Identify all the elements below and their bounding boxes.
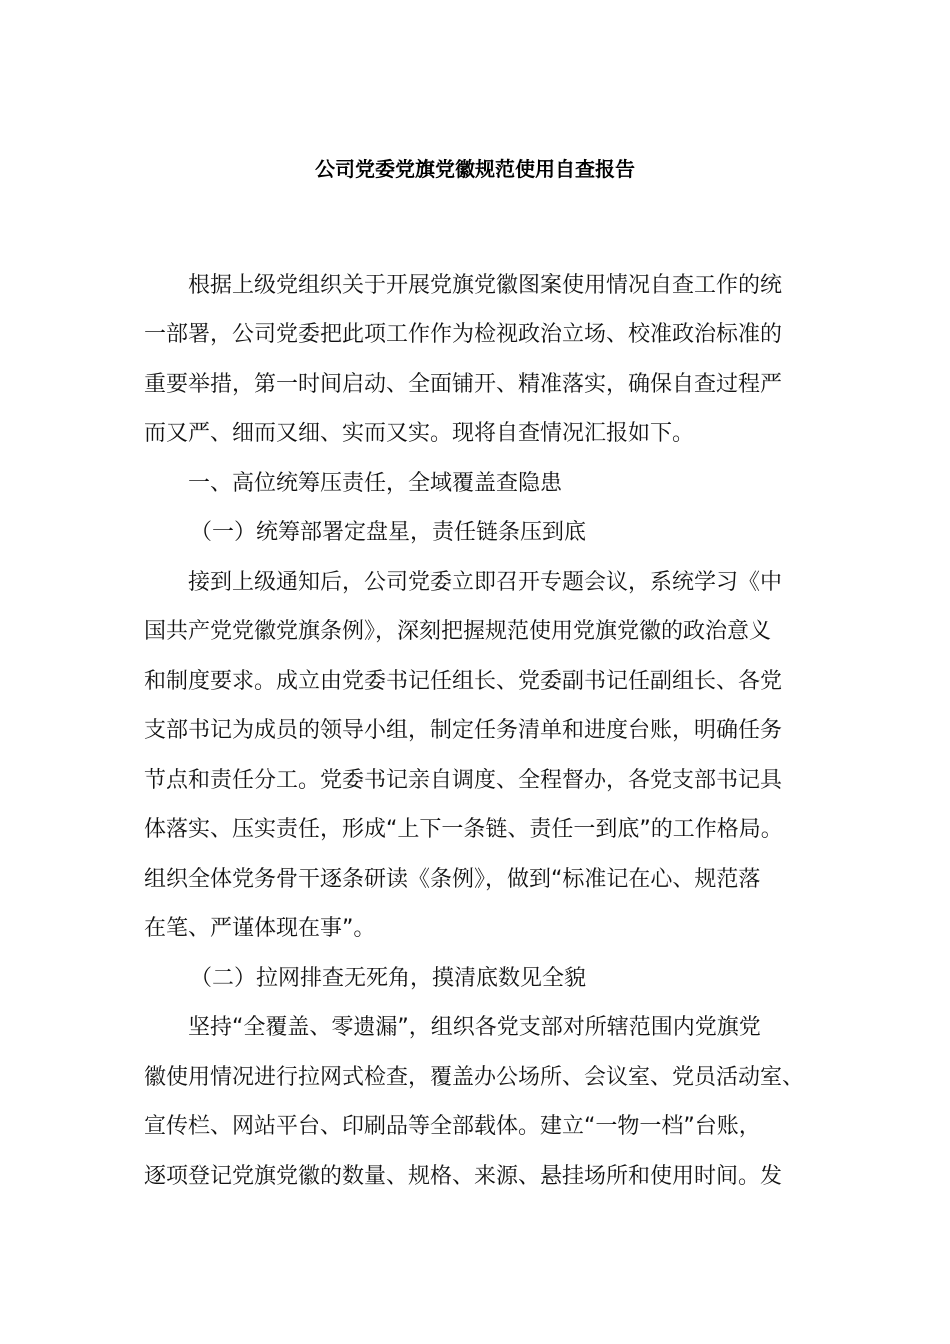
paragraph-line: 国共产党党徽党旗条例》，深刻把握规范使用党旗党徽的政治意义 — [144, 619, 772, 644]
subsection-heading-1: （一）统筹部署定盘星，责任链条压到底 — [190, 520, 587, 545]
paragraph-line: 一部署，公司党委把此项工作作为检视政治立场、校准政治标准的 — [144, 322, 783, 347]
paragraph-line: 和制度要求。成立由党委书记任组长、党委副书记任副组长、各党 — [144, 669, 783, 694]
subsection-heading-2: （二）拉网排查无死角，摸清底数见全貌 — [190, 966, 587, 991]
paragraph-line: 在笔、严谨体现在事”。 — [144, 916, 376, 941]
paragraph-line: 组织全体党务骨干逐条研读《条例》，做到“标准记在心、规范落 — [144, 867, 761, 892]
paragraph-line: 支部书记为成员的领导小组，制定任务清单和进度台账，明确任务 — [144, 718, 783, 743]
paragraph-line: 坚持“全覆盖、零遗漏”，组织各党支部对所辖范围内党旗党 — [188, 1015, 761, 1040]
section-heading-1: 一、高位统筹压责任，全域覆盖查隐患 — [188, 471, 563, 496]
document-title: 公司党委党旗党徽规范使用自查报告 — [315, 157, 635, 181]
paragraph-line: 节点和责任分工。党委书记亲自调度、全程督办，各党支部书记具 — [144, 768, 783, 793]
paragraph-line: 徽使用情况进行拉网式检查，覆盖办公场所、会议室、党员活动室、 — [144, 1065, 805, 1090]
paragraph-line: 逐项登记党旗党徽的数量、规格、来源、悬挂场所和使用时间。发 — [144, 1164, 783, 1189]
paragraph-line: 根据上级党组织关于开展党旗党徽图案使用情况自查工作的统 — [188, 273, 783, 298]
paragraph-line: 宣传栏、网站平台、印刷品等全部载体。建立“一物一档”台账， — [144, 1114, 761, 1139]
paragraph-line: 重要举措，第一时间启动、全面铺开、精准落实，确保自查过程严 — [144, 372, 783, 397]
paragraph-line: 体落实、压实责任，形成“上下一条链、责任一到底”的工作格局。 — [144, 817, 783, 842]
paragraph-line: 接到上级通知后，公司党委立即召开专题会议，系统学习《中 — [188, 570, 783, 595]
paragraph-line: 而又严、细而又细、实而又实。现将自查情况汇报如下。 — [144, 421, 695, 446]
